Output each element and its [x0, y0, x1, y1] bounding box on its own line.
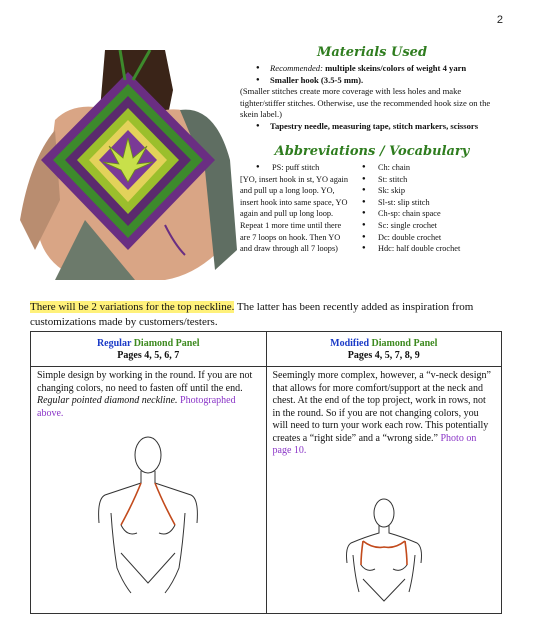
abbr-item: ● Ch: chain	[362, 162, 502, 174]
modified-column-header	[266, 332, 502, 367]
regular-pages: Pages 4, 5, 6, 7	[117, 350, 180, 361]
recommended-label: Recommended:	[270, 63, 323, 73]
abbr-item: ● Hdc: half double crochet	[362, 243, 502, 255]
abbr-item: ● St: stitch	[362, 174, 502, 186]
materials-item-yarn-text: multiple skeins/colors of weight 4 yarn	[325, 63, 467, 73]
neckline-comparison-table	[30, 331, 502, 614]
regular-neckline-note: Regular pointed diamond neckline.	[37, 395, 178, 406]
materials-item-hook	[240, 75, 506, 87]
regular-neckline-figure	[93, 433, 203, 603]
modified-description-cell	[266, 367, 502, 614]
modified-pages: Pages 4, 5, 7, 8, 9	[347, 350, 420, 361]
materials-item-hook-text: Smaller hook (3.5-5 mm).	[270, 74, 364, 85]
abbr-item: ● Ch-sp: chain space	[362, 208, 502, 220]
abbreviations-list	[362, 162, 502, 255]
crochet-top-photo	[15, 50, 237, 280]
abbreviations-heading: Abbreviations / Vocabulary	[274, 144, 470, 159]
regular-description-cell	[31, 367, 267, 614]
regular-title-b: Diamond Panel	[133, 338, 200, 349]
regular-photo-link[interactable]: Photographed above.	[37, 395, 236, 419]
materials-section	[240, 63, 506, 132]
materials-item-tools	[240, 121, 506, 133]
modified-photo-link[interactable]: Photo on page 10.	[272, 432, 477, 456]
modified-neckline-figure	[339, 497, 429, 607]
intro-highlight: There will be 2 variations for the top neckline.	[30, 301, 235, 313]
modified-description: Seemingly more complex, however, a “v-neck design” that allows for more comfort/support at the neck and chest. At the end of the top project, work in rows, not in the round. So if you are not changing colors, you will need to turn your work each row. This potentially creates a “right side” and a “wrong side.”	[272, 370, 491, 444]
regular-column-header	[31, 332, 267, 367]
abbr-item: ● Dc: double crochet	[362, 232, 502, 244]
materials-item-yarn	[240, 63, 506, 75]
neckline-intro	[30, 300, 510, 330]
materials-note: (Smaller stitches create more coverage with less holes and make tighter/stiffer stitches. Otherwise, use the recommended hook size on the skein label.)	[240, 86, 491, 119]
modified-title-b: Diamond Panel	[371, 338, 438, 349]
abbr-item: ● Sk: skip	[362, 185, 502, 197]
page-number: 2	[496, 14, 503, 26]
modified-title-a: Modified	[330, 338, 370, 349]
intro-rest: The latter has been recently added as inspiration from customizations made by customers/testers.	[30, 301, 474, 328]
regular-description: Simple design by working in the round. If you are not changing colors, no need to fasten off until the end.	[37, 370, 253, 394]
materials-item-tools-text: Tapestry needle, measuring tape, stitch markers, scissors	[270, 120, 479, 131]
puff-stitch-title: ● PS: puff stitch	[240, 162, 350, 174]
abbr-item: ● Sc: single crochet	[362, 220, 502, 232]
puff-stitch-description: [YO, insert hook in st, YO again and pull up a long loop. YO, insert hook into same space, YO again and pull up long loop. Repeat 1 more time until there are 7 loops on hook. Then YO and draw through all 7 loops)	[240, 174, 348, 254]
abbreviation-puff-stitch	[240, 162, 350, 255]
abbr-item: ● Sl-st: slip stitch	[362, 197, 502, 209]
regular-title-a: Regular	[96, 338, 132, 349]
materials-heading: Materials Used	[316, 45, 428, 60]
